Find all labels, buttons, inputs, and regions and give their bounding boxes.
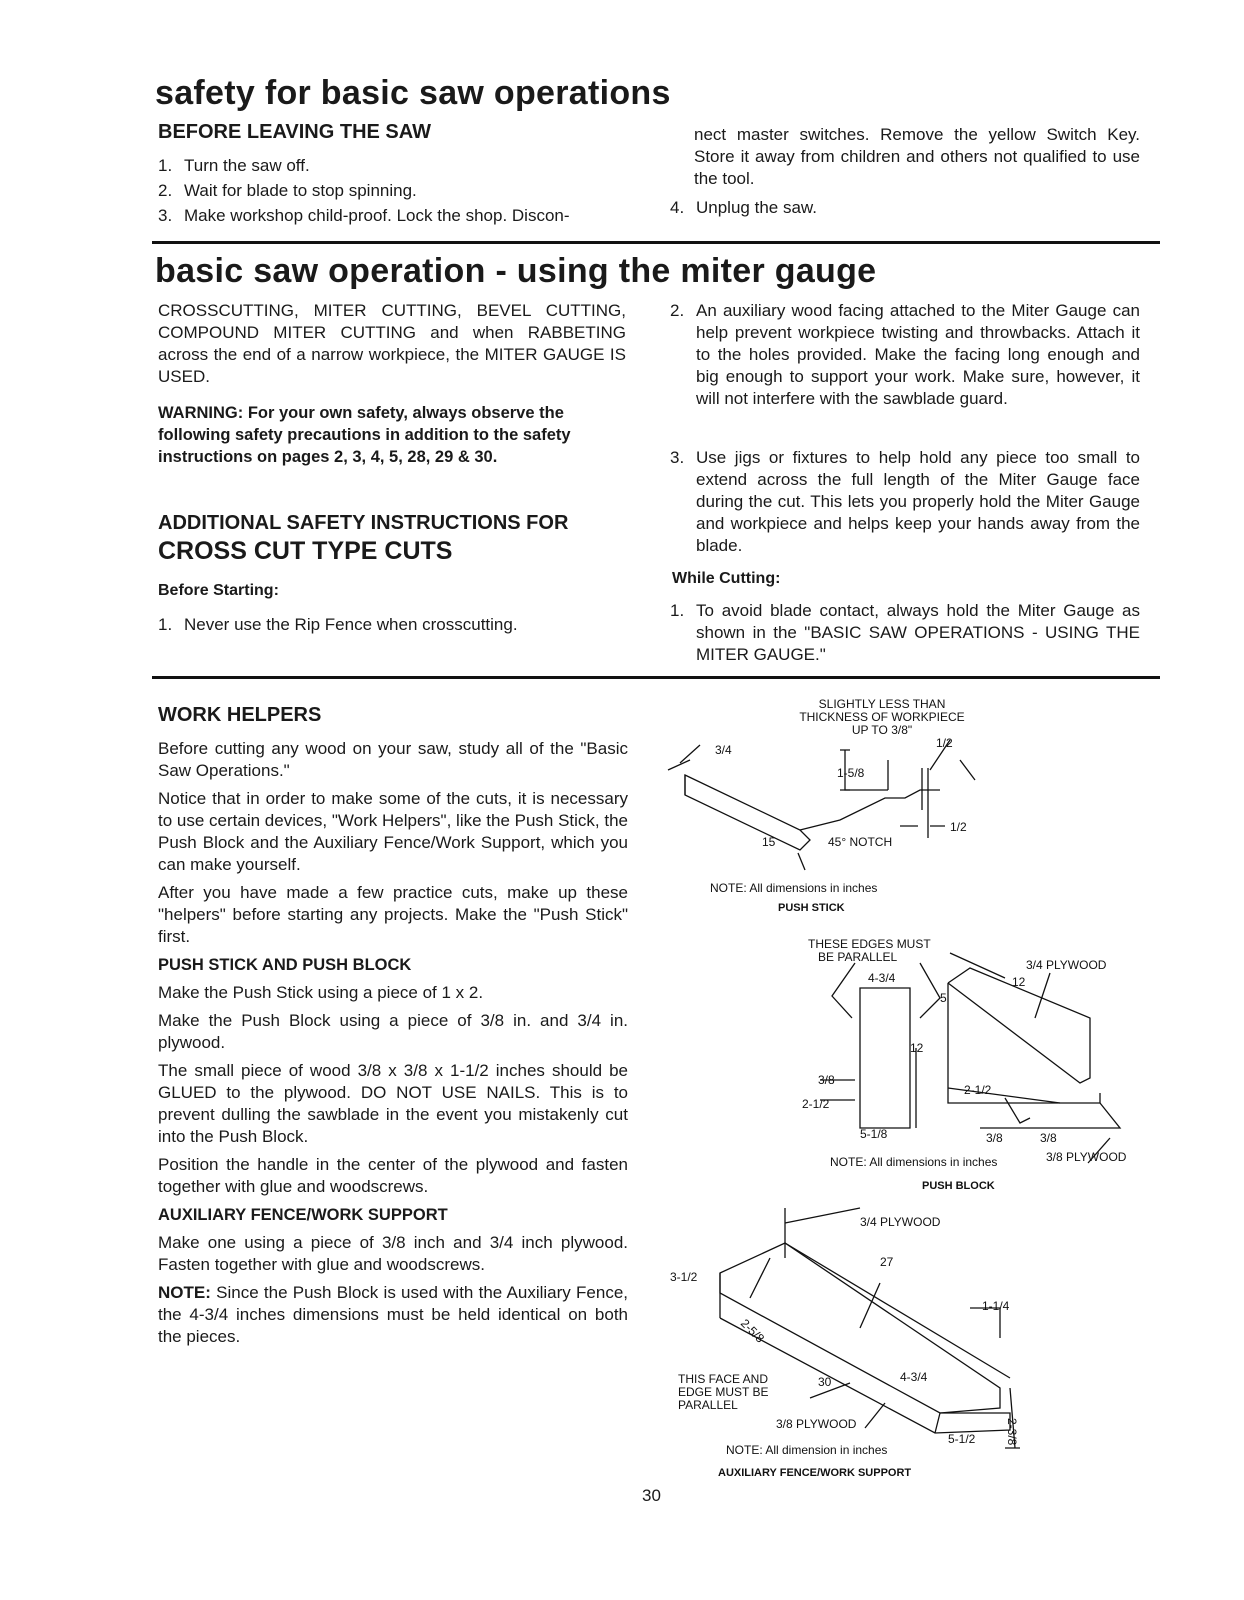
paragraph: Make one using a piece of 3/8 inch and 3/4 inch plywood. Fasten together with glue and woodscrews. — [158, 1233, 628, 1274]
label: 3/8 PLYWOOD — [1046, 1150, 1127, 1164]
section1-heading: BEFORE LEAVING THE SAW — [158, 121, 431, 143]
label: 30 — [818, 1375, 832, 1389]
label: 12 — [910, 1041, 924, 1055]
label: 3/8 — [1040, 1131, 1057, 1145]
label: 2-1/2 — [802, 1097, 830, 1111]
label: UP TO 3/8" — [851, 723, 913, 737]
warning-text: WARNING: For your own safety, always observe the following safety precautions in addition to the safety instructions on pages 2, 3, 4, 5, 28, 29 & 30. — [158, 404, 571, 466]
list-item: 1. To avoid blade contact, always hold the Miter Gauge as shown in the "BASIC SAW OPERATIONS - USING THE MITER GAUGE." — [670, 601, 1140, 664]
divider — [152, 676, 1160, 679]
paragraph: Before cutting any wood on your saw, study all of the "Basic Saw Operations." — [158, 739, 628, 780]
label: 5 — [940, 991, 947, 1005]
paragraph: After you have made a few practice cuts, make up these "helpers" before starting any projects. Make the "Push Stick" first. — [158, 883, 628, 946]
caption: PUSH STICK — [778, 902, 845, 914]
page-number: 30 — [642, 1486, 661, 1505]
label: 2-5/8 — [737, 1316, 768, 1346]
section2-title: basic saw operation - using the miter gauge — [155, 252, 877, 290]
section1-list — [158, 155, 638, 227]
label: THESE EDGES MUST — [808, 937, 931, 951]
list-item: 1. Turn the saw off. — [158, 156, 310, 175]
label: 1/2 — [950, 820, 967, 834]
divider — [152, 241, 1160, 244]
label: 2-1/2 — [964, 1083, 992, 1097]
list-item: 1. Never use the Rip Fence when crosscutting. — [158, 615, 518, 634]
label: 12 — [1012, 975, 1026, 989]
list-item: 3. Make workshop child-proof. Lock the shop. Discon- — [158, 206, 570, 225]
label: 1/2 — [936, 736, 953, 750]
section1-continuation: nect master switches. Remove the yellow Switch Key. Store it away from children and others not qualified to use the tool. — [694, 125, 1140, 188]
paragraph: Notice that in order to make some of the cuts, it is necessary to use certain devices, "Work Helpers", like the Push Stick, the Push Block and the Auxiliary Fence/Work Support, which you can make yourself. — [158, 789, 629, 874]
label: 1-5/8 — [837, 766, 865, 780]
additional-safety-heading: ADDITIONAL SAFETY INSTRUCTIONS FOR — [158, 512, 569, 534]
caption: PUSH BLOCK — [922, 1180, 995, 1192]
section1-title: safety for basic saw operations — [155, 74, 671, 112]
note: NOTE: All dimensions in inches — [830, 1155, 998, 1169]
paragraph: Make the Push Block using a piece of 3/8 in. and 3/4 in. plywood. — [158, 1011, 628, 1052]
label: 3/4 PLYWOOD — [1026, 958, 1107, 972]
push-block-diagram — [790, 928, 1160, 1198]
aux-fence-heading: AUXILIARY FENCE/WORK SUPPORT — [158, 1206, 448, 1224]
before-starting-label: Before Starting: — [158, 582, 279, 599]
label: 3/4 PLYWOOD — [860, 1215, 941, 1229]
paragraph: The small piece of wood 3/8 x 3/8 x 1-1/2 inches should be GLUED to the plywood. DO NOT USE NAILS. This is to prevent dulling the sawblade in the event you mistakenly cut into the Push Block. — [158, 1061, 628, 1146]
label: 2-3/8 — [1005, 1418, 1019, 1446]
label: 45° NOTCH — [828, 835, 893, 849]
work-helpers-body — [158, 738, 628, 1348]
label: 5-1/8 — [860, 1127, 888, 1141]
push-stick-heading: PUSH STICK AND PUSH BLOCK — [158, 956, 412, 974]
label: 27 — [880, 1255, 894, 1269]
paragraph: Make the Push Stick using a piece of 1 x 2. — [158, 983, 484, 1002]
label: 15 — [762, 835, 776, 849]
paragraph: Position the handle in the center of the plywood and fasten together with glue and woodscrews. — [158, 1155, 628, 1196]
section2-intro: CROSSCUTTING, MITER CUTTING, BEVEL CUTTING, COMPOUND MITER CUTTING and when RABBETING across the end of a narrow workpiece, the MITER GAUGE IS USED. — [158, 301, 626, 386]
list-item: 2. An auxiliary wood facing attached to the Miter Gauge can help prevent workpiece twisting and throwbacks. Attach it to the holes provided. Make the facing long enough and big enough to support your work. Make sure, however, it will not interfere with the sawblade guard. — [670, 301, 1140, 408]
label: 1-1/4 — [982, 1299, 1010, 1313]
note: NOTE: All dimensions in inches — [710, 881, 878, 895]
label: 3/8 PLYWOOD — [776, 1417, 857, 1431]
label: 5-1/2 — [948, 1432, 976, 1446]
label: 3-1/2 — [670, 1270, 698, 1284]
list-item: 3. Use jigs or fixtures to help hold any piece too small to extend across the full length of the Miter Gauge face during the cut. This lets you properly hold the Miter Gauge and workpiece and helps keep your hands away from the blade. — [670, 448, 1140, 555]
list-item: 4. Unplug the saw. — [670, 198, 817, 217]
caption: AUXILIARY FENCE/WORK SUPPORT — [718, 1467, 912, 1479]
while-cutting-label: While Cutting: — [672, 570, 781, 587]
note: NOTE: All dimension in inches — [726, 1443, 888, 1457]
label: 3/8 — [818, 1073, 835, 1087]
label: BE PARALLEL — [818, 950, 898, 964]
label: PARALLEL — [678, 1398, 738, 1412]
cross-cut-heading: CROSS CUT TYPE CUTS — [158, 537, 453, 565]
push-stick-diagram — [660, 690, 1160, 920]
list-item: 2. Wait for blade to stop spinning. — [158, 181, 417, 200]
label: SLIGHTLY LESS THAN — [818, 697, 946, 711]
label: 4-3/4 — [868, 971, 896, 985]
label: THIS FACE AND — [678, 1372, 769, 1386]
note-paragraph: NOTE: Since the Push Block is used with the Auxiliary Fence, the 4-3/4 inches dimensions must be held identical on both the pieces. — [158, 1283, 628, 1346]
aux-fence-diagram — [660, 1198, 1160, 1488]
label: 3/8 — [986, 1131, 1003, 1145]
work-helpers-heading: WORK HELPERS — [158, 704, 322, 726]
label: THICKNESS OF WORKPIECE — [799, 710, 965, 724]
label: 3/4 — [715, 743, 732, 757]
label: 4-3/4 — [900, 1370, 928, 1384]
label: EDGE MUST BE — [678, 1385, 769, 1399]
